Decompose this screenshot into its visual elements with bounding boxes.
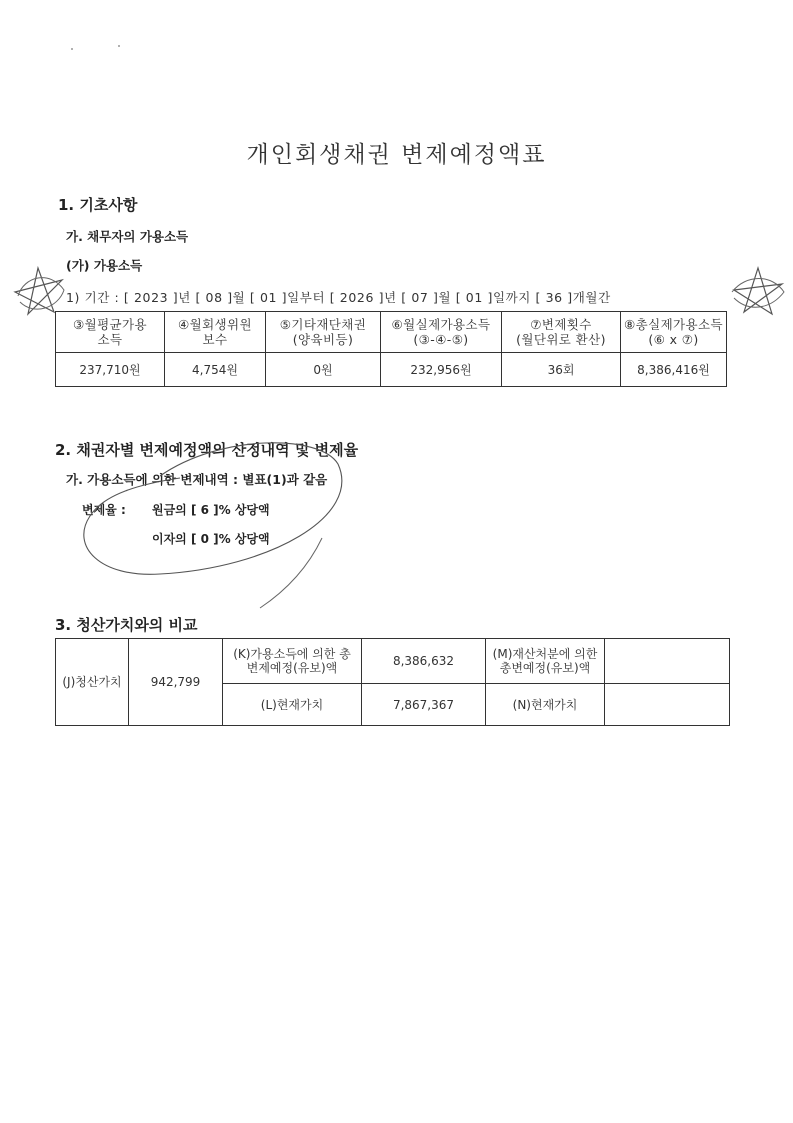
header-monthly-avg-income: ③월평균가용 소득 bbox=[56, 312, 165, 353]
section-2-heading: 2. 채권자별 변제예정액의 산정내역 및 변제율 bbox=[55, 441, 359, 459]
liquidation-comparison-table bbox=[55, 638, 730, 726]
section-1-subheading-gaga: (가) 가용소득 bbox=[66, 258, 143, 273]
header-total-actual-income: ⑧총실제가용소득 (⑥ x ⑦) bbox=[621, 312, 727, 353]
payment-period-line: 1) 기간 : [ 2023 ]년 [ 08 ]월 [ 01 ]일부터 [ 2026 ]년 [ 07 ]월 [ 01 ]일까지 [ 36 ]개월간 bbox=[66, 290, 611, 305]
section-3-heading: 3. 청산가치와의 비교 bbox=[55, 616, 198, 634]
page-title: 개인회생채권 변제예정액표 bbox=[246, 142, 547, 168]
value-total-actual-income: 8,386,416원 bbox=[621, 353, 727, 387]
k-label: (K)가용소득에 의한 총 변제예정(유보)액 bbox=[223, 639, 362, 684]
section-1-heading: 1. 기초사항 bbox=[58, 196, 138, 214]
value-trustee-fee: 4,754원 bbox=[165, 353, 266, 387]
liquidation-value: 942,799 bbox=[129, 639, 223, 726]
k-value: 8,386,632 bbox=[362, 639, 486, 684]
header-monthly-actual-income: ⑥월실제가용소득 (③-④-⑤) bbox=[381, 312, 502, 353]
interest-rate: 이자의 [ 0 ]% 상당액 bbox=[152, 532, 270, 546]
value-other-claims: 0원 bbox=[266, 353, 381, 387]
value-payment-count: 36회 bbox=[502, 353, 621, 387]
table-row bbox=[56, 353, 727, 387]
table-header-row bbox=[56, 312, 727, 353]
scan-speck bbox=[71, 48, 73, 50]
section-2-subheading-ga: 가. 가용소득에 의한 변제내역 : 별표(1)과 같음 bbox=[66, 472, 328, 487]
l-label: (L)현재가치 bbox=[223, 684, 362, 726]
m-label: (M)재산처분에 의한 총변예정(유보)액 bbox=[486, 639, 605, 684]
section-1-subheading-ga: 가. 채무자의 가용소득 bbox=[66, 229, 189, 244]
l-value: 7,867,367 bbox=[362, 684, 486, 726]
n-value bbox=[605, 684, 730, 726]
value-monthly-actual-income: 232,956원 bbox=[381, 353, 502, 387]
liquidation-value-label: (J)청산가치 bbox=[56, 639, 129, 726]
value-monthly-avg-income: 237,710원 bbox=[56, 353, 165, 387]
right-star-scribble-icon bbox=[728, 262, 788, 322]
header-trustee-fee: ④월회생위원 보수 bbox=[165, 312, 266, 353]
header-other-claims: ⑤기타재단채권 (양육비등) bbox=[266, 312, 381, 353]
m-value bbox=[605, 639, 730, 684]
repayment-rate-label: 변제율 : bbox=[82, 503, 126, 517]
available-income-table bbox=[55, 311, 727, 387]
n-label: (N)현재가치 bbox=[486, 684, 605, 726]
principal-rate: 원금의 [ 6 ]% 상당액 bbox=[152, 503, 270, 517]
header-payment-count: ⑦변제횟수 (월단위로 환산) bbox=[502, 312, 621, 353]
table-row bbox=[56, 639, 730, 684]
scan-speck bbox=[118, 45, 120, 47]
